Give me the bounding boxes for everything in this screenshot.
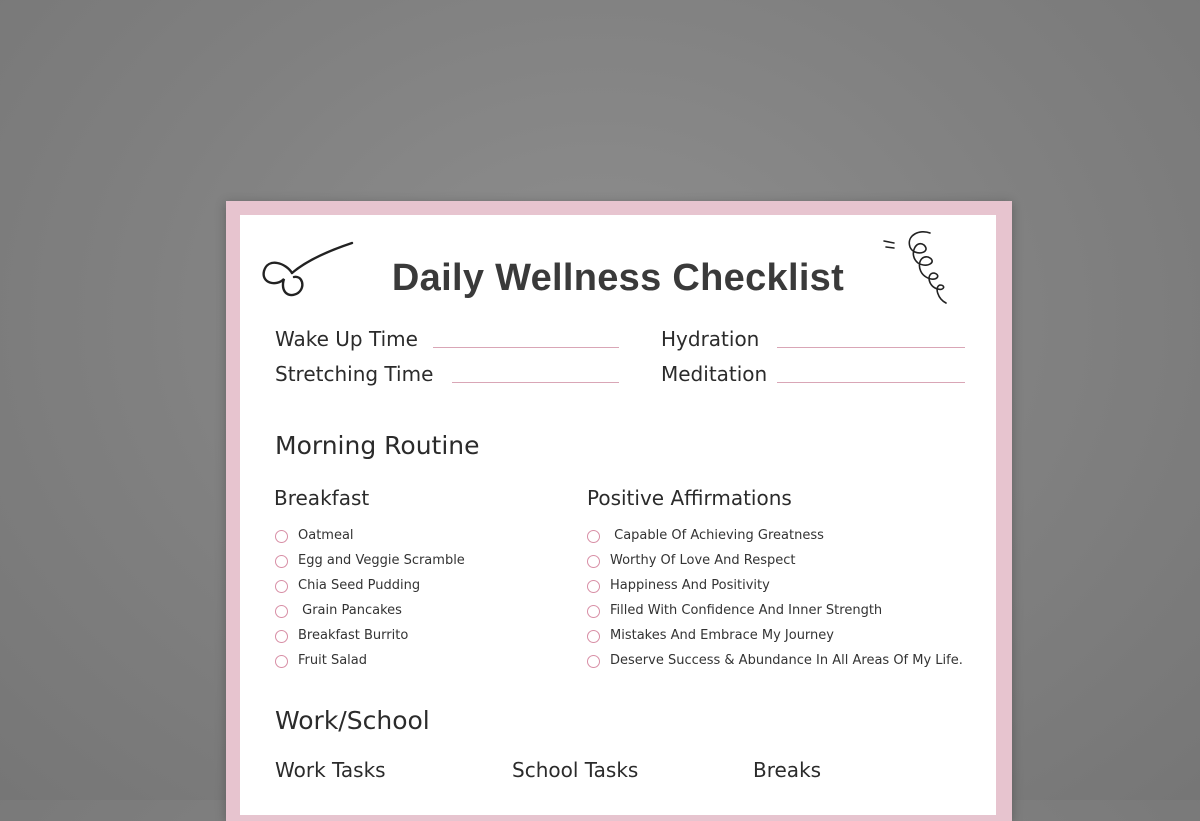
list-item-label: Filled With Confidence And Inner Strength xyxy=(610,603,883,618)
morning-routine-heading: Morning Routine xyxy=(275,431,480,460)
checkbox-circle-icon[interactable] xyxy=(587,655,600,668)
hydration-field[interactable] xyxy=(777,347,965,348)
work-school-heading: Work/School xyxy=(275,706,430,735)
checkbox-circle-icon[interactable] xyxy=(275,555,288,568)
list-item[interactable] xyxy=(587,623,963,648)
list-item-label: Mistakes And Embrace My Journey xyxy=(610,628,834,643)
breaks-heading: Breaks xyxy=(753,758,822,782)
work-tasks-heading: Work Tasks xyxy=(275,758,386,782)
list-item-label: Oatmeal xyxy=(298,528,354,543)
stretching-time-label: Stretching Time xyxy=(275,362,434,386)
list-item-label: Egg and Veggie Scramble xyxy=(298,553,465,568)
checkbox-circle-icon[interactable] xyxy=(587,555,600,568)
checklist-sheet-border xyxy=(226,201,1012,821)
list-item-label: Capable Of Achieving Greatness xyxy=(610,528,824,543)
list-item[interactable] xyxy=(275,548,465,573)
list-item[interactable] xyxy=(587,523,963,548)
list-item-label: Fruit Salad xyxy=(298,653,368,668)
list-item[interactable] xyxy=(275,598,465,623)
list-item[interactable] xyxy=(587,573,963,598)
checkbox-circle-icon[interactable] xyxy=(275,630,288,643)
checkbox-circle-icon[interactable] xyxy=(587,605,600,618)
checkbox-circle-icon[interactable] xyxy=(275,605,288,618)
checklist-page xyxy=(240,215,996,815)
breakfast-heading: Breakfast xyxy=(274,486,370,510)
list-item[interactable] xyxy=(275,573,465,598)
wake-up-time-label: Wake Up Time xyxy=(275,327,418,351)
list-item-label: Deserve Success & Abundance In All Areas Of My Life. xyxy=(610,653,963,668)
school-tasks-heading: School Tasks xyxy=(512,758,639,782)
list-item-label: Happiness And Positivity xyxy=(610,578,770,593)
page-title: Daily Wellness Checklist xyxy=(391,257,845,299)
checkbox-circle-icon[interactable] xyxy=(587,580,600,593)
checkbox-circle-icon[interactable] xyxy=(587,530,600,543)
checkbox-circle-icon[interactable] xyxy=(275,530,288,543)
checkbox-circle-icon[interactable] xyxy=(587,630,600,643)
stretching-time-field[interactable] xyxy=(452,382,619,383)
list-item[interactable] xyxy=(275,523,465,548)
hydration-label: Hydration xyxy=(661,327,760,351)
affirmations-list xyxy=(587,523,963,673)
list-item-label: Grain Pancakes xyxy=(298,603,402,618)
breakfast-list xyxy=(275,523,465,673)
list-item[interactable] xyxy=(275,623,465,648)
wake-up-time-field[interactable] xyxy=(433,347,619,348)
meditation-label: Meditation xyxy=(661,362,768,386)
meditation-field[interactable] xyxy=(777,382,965,383)
checkbox-circle-icon[interactable] xyxy=(275,580,288,593)
list-item-label: Breakfast Burrito xyxy=(298,628,409,643)
list-item-label: Chia Seed Pudding xyxy=(298,578,421,593)
list-item[interactable] xyxy=(587,548,963,573)
list-item-label: Worthy Of Love And Respect xyxy=(610,553,796,568)
checkbox-circle-icon[interactable] xyxy=(275,655,288,668)
list-item[interactable] xyxy=(587,598,963,623)
positive-affirmations-heading: Positive Affirmations xyxy=(587,486,792,510)
list-item[interactable] xyxy=(275,648,465,673)
list-item[interactable] xyxy=(587,648,963,673)
spring-coil-doodle-icon xyxy=(880,227,950,317)
